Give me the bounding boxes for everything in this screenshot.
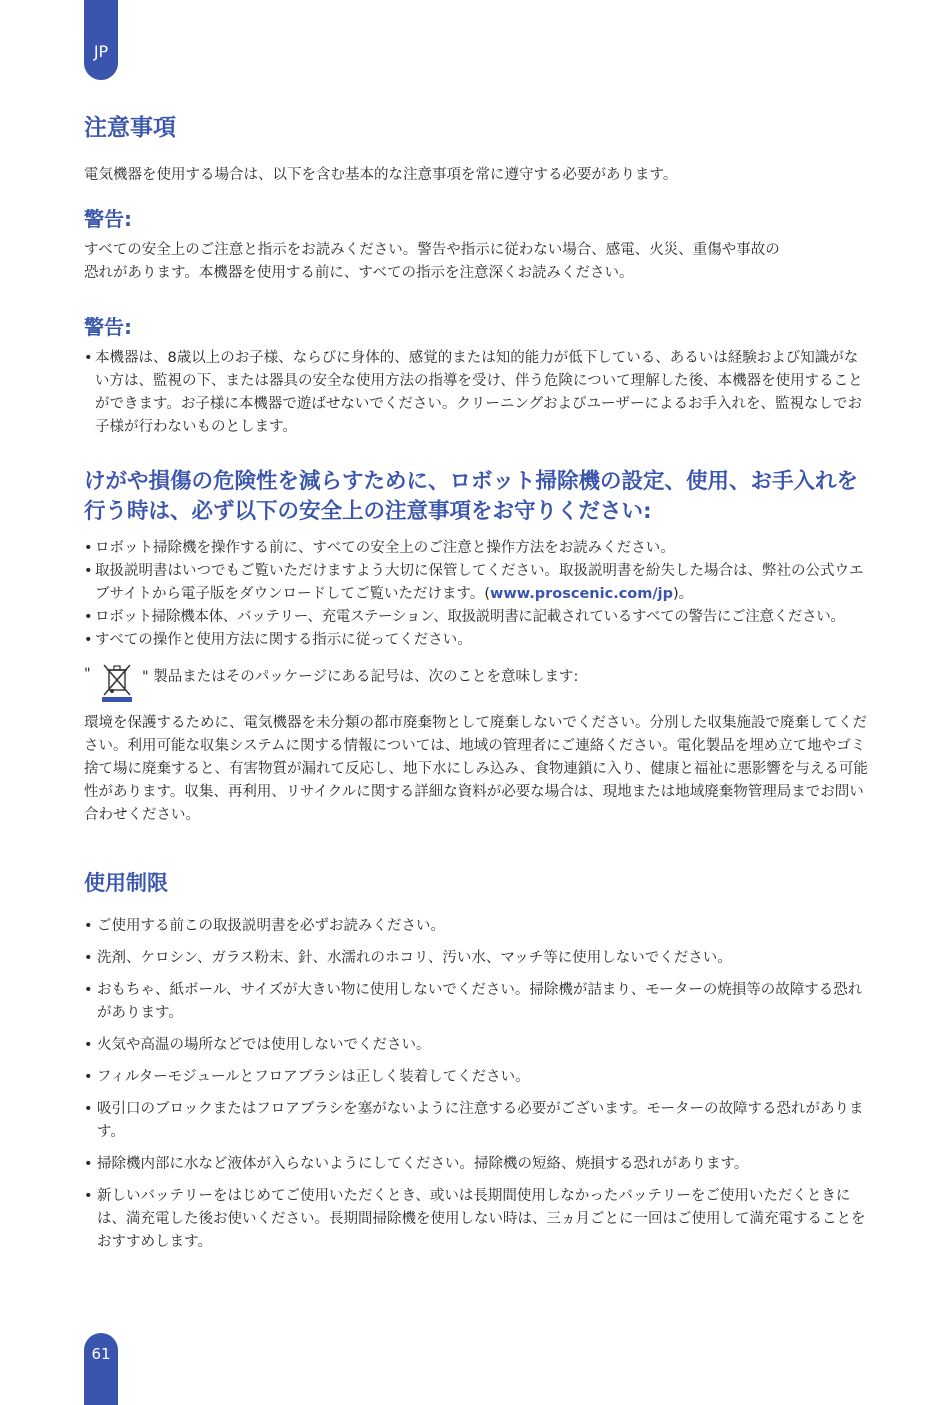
list-item: • ロボット掃除機本体、バッテリー、充電ステーション、取扱説明書に記載されているすべての警告にご注意ください。 <box>84 606 869 629</box>
weee-symbol-text: " 製品またはそのパッケージにある記号は、次のことを意味します: <box>142 669 579 685</box>
usage-restrictions-title: 使用制限 <box>84 871 168 895</box>
warning-text-1-line2: 恐れがあります。本機器を使用する前に、すべての指示を注意深くお読みください。 <box>84 265 634 281</box>
warning-text-1-line1: すべての安全上のご注意と指示をお読みください。警告や指示に従わない場合、感電、火災、重傷や事故の <box>84 242 780 258</box>
quote-open: " <box>84 666 91 682</box>
section3-heading <box>84 467 869 527</box>
list-item: • ご使用する前この取扱説明書を必ずお読みください。 <box>84 915 869 938</box>
weee-symbol-line <box>84 666 869 712</box>
crossed-out-wheelie-bin-icon <box>100 662 134 702</box>
language-tab <box>84 0 118 80</box>
safety-title: 注意事項 <box>84 115 176 141</box>
manual-text: 取扱説明書はいつでもご覧いただけますよう大切に保管してください。取扱説明書を紛失した場合は、弊社の公式ウエブサイトから電子版をダウンロードしてご覧いただけます。( <box>95 563 864 602</box>
page-content <box>84 112 869 1263</box>
safety-intro: 電気機器を使用する場合は、以下を含む基本的な注意事項を常に遵守する必要があります。 <box>84 167 678 183</box>
website-link[interactable]: www.proscenic.com/jp <box>489 586 674 602</box>
usage-list <box>84 915 869 1254</box>
list-item: • フィルターモジュールとフロアブラシは正しく装着してください。 <box>84 1066 869 1089</box>
list-item: • 掃除機内部に水など液体が入らないようにしてください。掃除機の短絡、焼損する恐れがあります。 <box>84 1153 869 1176</box>
list-item <box>84 560 869 606</box>
list-item: • ロボット掃除機を操作する前に、すべての安全上のご注意と操作方法をお読みください。 <box>84 537 869 560</box>
list-item: • 火気や高温の場所などでは使用しないでください。 <box>84 1034 869 1057</box>
list-item: • 洗剤、ケロシン、ガラス粉末、針、水濡れのホコリ、汚い水、マッチ等に使用しないでください。 <box>84 947 869 970</box>
section3-title-line2: 行う時は、必ず以下の安全上の注意事項をお守りください: <box>84 499 652 524</box>
warning-bullet-2: • 本機器は、8歳以上のお子様、ならびに身体的、感覚的または知的能力が低下している、あるいは経験および知識がない方は、監視の下、または器具の安全な使用方法の指導を受け、伴う危険について理解した後、本機器を使用することができます。お子様に本機器で遊ばせないでください。クリーニングおよびユーザーによるお手入れを、監視なしでお子様が行わないものとします。 <box>84 347 869 439</box>
warning-title-2: 警告: <box>84 315 132 339</box>
list-item: • 新しいバッテリーをはじめてご使用いただくとき、或いは長期間使用しなかったバッテリーをご使用いただくときには、満充電した後お使いください。長期間掃除機を使用しない時は、三ヵ月ごとに一回はご使用して満充電することをおすすめします。 <box>84 1185 869 1254</box>
weee-disposal-text: 環境を保護するために、電気機器を未分類の都市廃棄物として廃棄しないでください。分別した収集施設で廃棄してください。利用可能な収集システムに関する情報については、地域の管理者にご連絡ください。電化製品を埋め立て地やゴミ捨て場に廃棄すると、有害物質が漏れて反応し、地下水にしみ込み、食物連鎖に入り、健康と福祉に悪影響を与える可能性があります。収集、再利用、リサイクルに関する詳細な資料が必要な場合は、現地または地域廃棄物管理局までお問い合わせください。 <box>84 715 868 823</box>
manual-text-end: )。 <box>673 586 694 602</box>
page-number: 61 <box>91 1345 111 1363</box>
list-item: • おもちゃ、紙ボール、サイズが大きい物に使用しないでください。掃除機が詰まり、モーターの焼損等の故障する恐れがあります。 <box>84 979 869 1025</box>
language-label: JP <box>93 42 109 61</box>
warning-title-1: 警告: <box>84 207 132 231</box>
list-item: • 吸引口のブロックまたはフロアブラシを塞がないように注意する必要がございます。モーターの故障する恐れがあります。 <box>84 1098 869 1144</box>
section3-list <box>84 537 869 652</box>
section3-title-line1: けがや損傷の危険性を減らすために、ロボット掃除機の設定、使用、お手入れを <box>84 469 859 494</box>
list-item: • すべての操作と使用方法に関する指示に従ってください。 <box>84 629 869 652</box>
page-number-tab <box>84 1333 118 1405</box>
